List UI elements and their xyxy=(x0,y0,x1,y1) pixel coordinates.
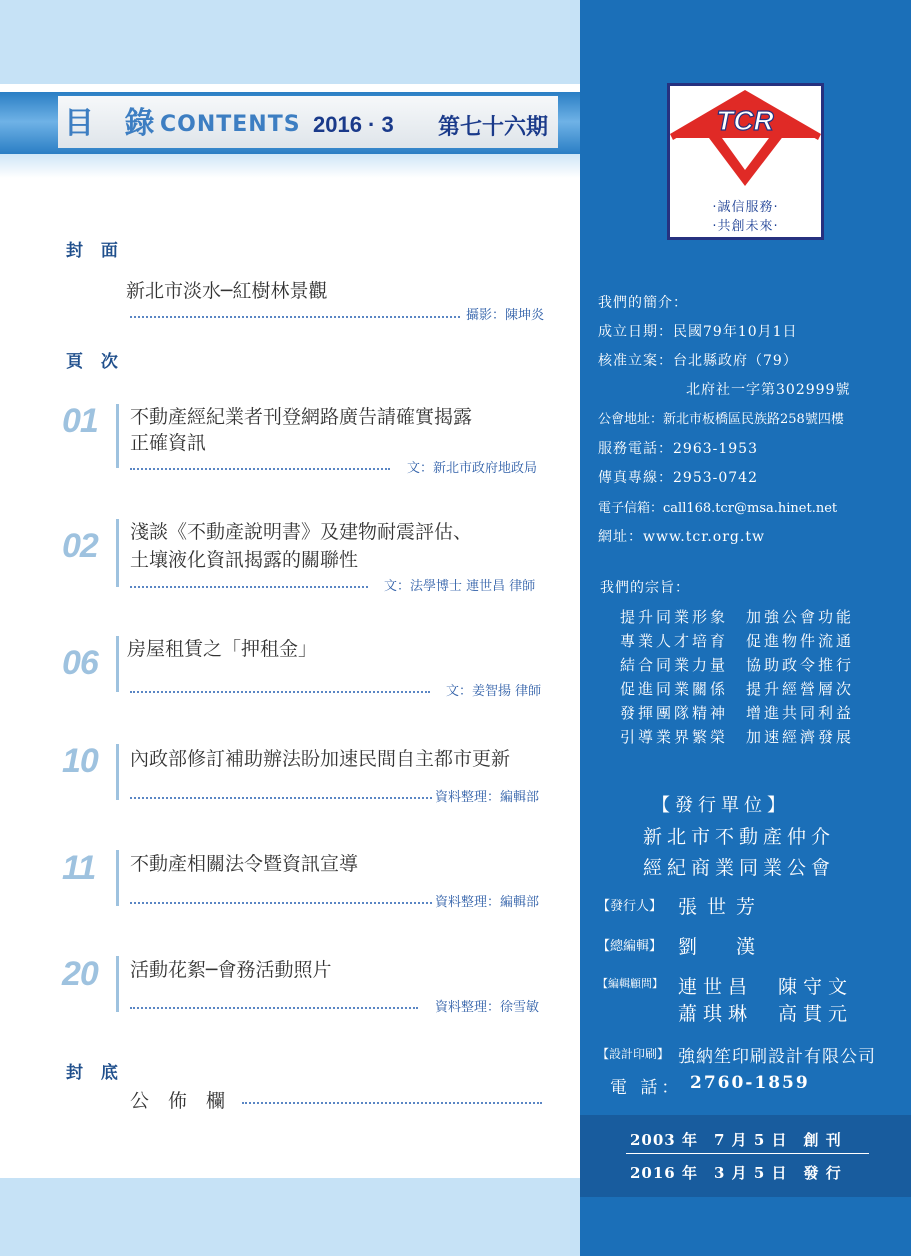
printer-phone-label: 電 話： xyxy=(610,1078,683,1098)
purpose-line: 專業人才培育 促進物件流通 xyxy=(620,632,855,650)
back-cover-dots xyxy=(242,1101,542,1104)
logo-slogan-2: ‧共創未來‧ xyxy=(712,219,779,234)
contents-title-zh: 目 錄 xyxy=(64,106,165,141)
entry-title[interactable]: 房屋租賃之「押租金」 xyxy=(127,638,318,660)
intro-heading: 我們的簡介： xyxy=(598,295,688,311)
pages-label: 頁 次 xyxy=(66,352,124,372)
entry-title[interactable]: 不動產經紀業者刊登網路廣告請確實揭露 xyxy=(130,406,473,428)
cover-dots xyxy=(130,315,460,318)
entry-credit: 文：法學博士 連世昌 律師 xyxy=(384,579,536,594)
publisher-label: 【發行單位】 xyxy=(652,795,790,816)
entry-credit: 文：新北市政府地政局 xyxy=(407,461,538,476)
intro-phone: 服務電話：2963-1953 xyxy=(598,441,758,457)
staff-name: 蕭琪琳 高貫元 xyxy=(678,1003,854,1025)
intro-fax: 傳真專線：2953-0742 xyxy=(598,470,758,486)
publisher-name: 新北市不動產仲介 xyxy=(643,826,836,848)
footer-band xyxy=(580,1115,911,1197)
purpose-line: 發揮團隊精神 增進共同利益 xyxy=(620,704,855,722)
entry-dots xyxy=(130,901,432,904)
title-shade xyxy=(0,154,580,178)
entry-credit: 文：姜智揚 律師 xyxy=(446,684,542,699)
purpose-line: 提升同業形象 加強公會功能 xyxy=(620,608,855,626)
intro-address: 公會地址：新北市板橋區民族路258號四樓 xyxy=(598,412,844,427)
intro-email[interactable]: 電子信箱：call168.tcr@msa.hinet.net xyxy=(598,501,838,516)
entry-title-cont[interactable]: 正確資訊 xyxy=(130,432,207,454)
purpose-line: 引導業界繁榮 加速經濟發展 xyxy=(620,728,855,746)
entry-page-number: 20 xyxy=(62,955,98,993)
founded-date: 2003 年 7 月 5 日 創 刊 xyxy=(630,1131,842,1149)
staff-name: 張世芳 xyxy=(678,896,766,918)
cover-credit: 攝影：陳坤炎 xyxy=(466,308,545,323)
issue-number: 第七十六期 xyxy=(438,115,549,140)
purpose-line: 促進同業關係 提升經營層次 xyxy=(620,680,855,698)
entry-dots xyxy=(130,585,368,588)
back-cover-title[interactable]: 公 佈 欄 xyxy=(130,1090,226,1112)
footer-divider xyxy=(626,1153,869,1154)
contents-title-en: CONTENTS xyxy=(160,112,301,137)
logo-slogan-1: ‧誠信服務‧ xyxy=(712,200,779,215)
intro-approval: 核准立案：台北縣政府（79） xyxy=(598,353,798,369)
entry-credit: 資料整理：編輯部 xyxy=(435,790,540,805)
entry-divider xyxy=(116,744,119,800)
tcr-logo xyxy=(667,83,824,240)
intro-founded: 成立日期：民國79年10月1日 xyxy=(598,324,798,340)
entry-title[interactable]: 淺談《不動產說明書》及建物耐震評估、 xyxy=(130,521,473,543)
back-cover-label: 封 底 xyxy=(66,1063,124,1083)
staff-role: 【編輯顧問】 xyxy=(597,977,663,990)
entry-title[interactable]: 內政部修訂補助辦法盼加速民間自主都市更新 xyxy=(130,748,511,770)
top-band xyxy=(0,0,580,84)
published-date: 2016 年 3 月 5 日 發 行 xyxy=(630,1164,842,1182)
purpose-line: 結合同業力量 協助政令推行 xyxy=(620,656,855,674)
printer-name: 強納笙印刷設計有限公司 xyxy=(678,1047,876,1067)
entry-page-number: 06 xyxy=(62,644,98,682)
entry-divider xyxy=(116,636,119,692)
entry-title[interactable]: 不動產相關法令暨資訊宣導 xyxy=(130,853,359,875)
bottom-band xyxy=(0,1178,580,1256)
entry-credit: 資料整理：編輯部 xyxy=(435,895,540,910)
entry-divider xyxy=(116,519,119,587)
issue-date: 2016 · 3 xyxy=(313,112,394,137)
entry-page-number: 11 xyxy=(62,849,96,887)
entry-divider xyxy=(116,404,119,468)
entry-dots xyxy=(130,467,390,470)
cover-title[interactable]: 新北市淡水─紅樹林景觀 xyxy=(126,280,328,302)
intro-approval-cont: 北府社一字第302999號 xyxy=(686,382,851,398)
tcr-emblem-icon xyxy=(670,86,821,196)
entry-dots xyxy=(130,796,432,799)
staff-role: 【總編輯】 xyxy=(597,939,663,954)
purpose-heading: 我們的宗旨： xyxy=(600,580,690,596)
entry-page-number: 10 xyxy=(62,742,98,780)
entry-divider xyxy=(116,956,119,1012)
publisher-name-cont: 經紀商業同業公會 xyxy=(643,857,836,879)
staff-name: 劉 漢 xyxy=(678,936,766,958)
intro-website[interactable]: 網址：www.tcr.org.tw xyxy=(598,529,765,545)
staff-name: 連世昌 陳守文 xyxy=(678,976,854,998)
entry-title[interactable]: 活動花絮─會務活動照片 xyxy=(130,959,332,981)
entry-dots xyxy=(130,690,430,693)
entry-dots xyxy=(130,1006,418,1009)
staff-role: 【發行人】 xyxy=(597,899,663,914)
entry-divider xyxy=(116,850,119,906)
printer-role: 【設計印刷】 xyxy=(597,1047,670,1061)
entry-page-number: 02 xyxy=(62,527,98,565)
entry-page-number: 01 xyxy=(62,402,98,440)
entry-credit: 資料整理：徐雪敏 xyxy=(435,1000,540,1015)
printer-phone: 2760-1859 xyxy=(690,1073,810,1093)
entry-title-cont[interactable]: 土壤液化資訊揭露的關聯性 xyxy=(130,549,359,571)
cover-label: 封 面 xyxy=(66,241,124,261)
tcr-logo-text: TCR xyxy=(716,105,774,136)
